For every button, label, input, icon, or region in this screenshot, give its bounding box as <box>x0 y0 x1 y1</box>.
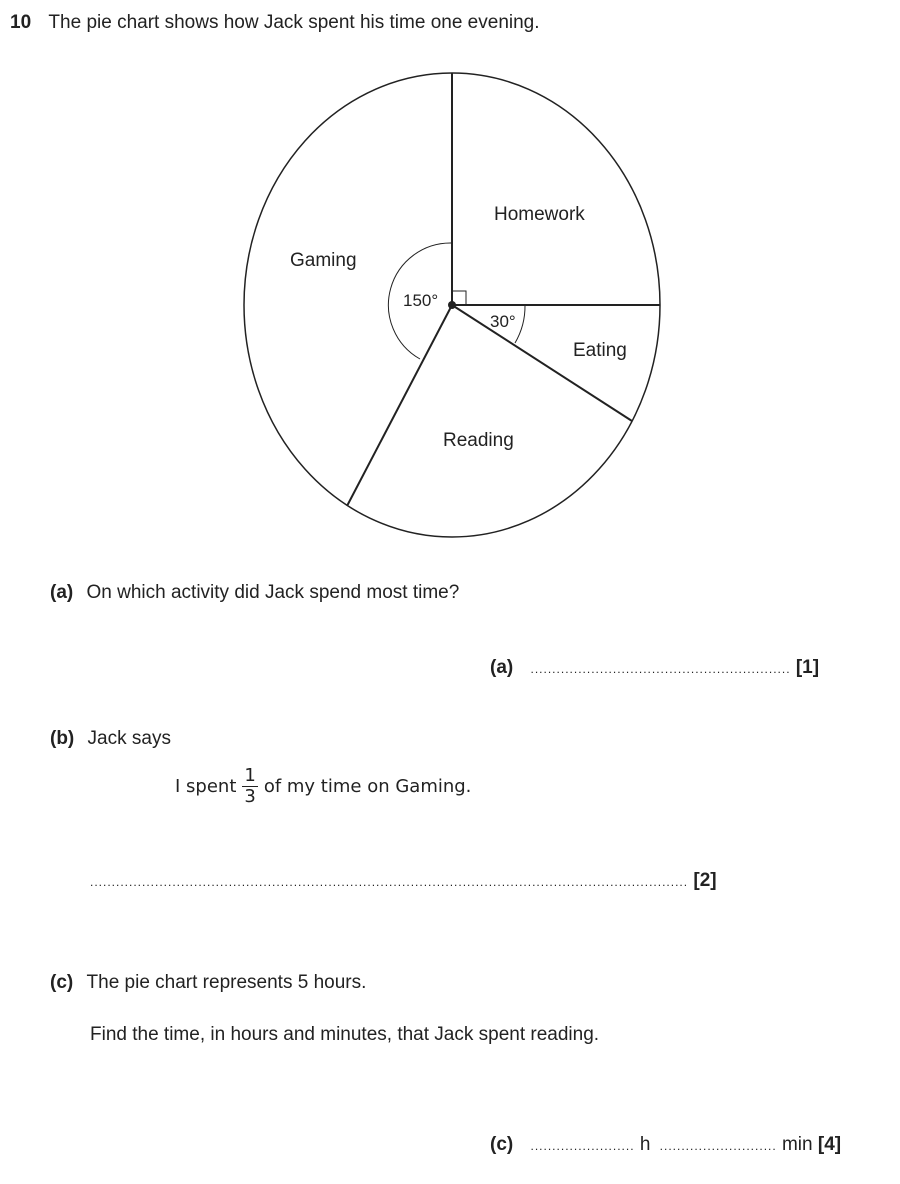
part-c-question <box>50 972 366 994</box>
pie-chart <box>0 0 900 560</box>
part-a-answer-line[interactable] <box>490 657 819 679</box>
question-intro: The pie chart shows how Jack spent his time one evening. <box>48 12 540 33</box>
label-angle-30: 30° <box>490 312 516 331</box>
part-a-label: (a) <box>50 582 74 603</box>
hours-dots[interactable]: ........................ <box>530 1139 635 1153</box>
part-b-question <box>50 728 171 750</box>
marks: [1] <box>795 657 820 678</box>
answer-dots[interactable]: .......................................................................................................................................... <box>90 875 689 889</box>
marks: [2] <box>693 870 717 891</box>
part-b-label: (b) <box>50 728 75 749</box>
label-reading: Reading <box>443 430 514 451</box>
answer-label: (c) <box>490 1134 514 1155</box>
label-gaming: Gaming <box>290 250 357 271</box>
quote-post: of my time on Gaming. <box>263 776 472 797</box>
question-number: 10 <box>10 12 32 33</box>
part-c-text2: Find the time, in hours and minutes, that Jack spent reading. <box>90 1024 600 1045</box>
fraction <box>242 766 257 807</box>
minutes-unit: min <box>781 1134 813 1155</box>
numerator: 1 <box>244 765 256 786</box>
quote-pre: I spent <box>175 776 237 797</box>
minutes-dots[interactable]: ........................... <box>659 1139 777 1153</box>
hours-unit: h <box>639 1134 651 1155</box>
label-eating: Eating <box>573 340 627 361</box>
answer-label: (a) <box>490 657 514 678</box>
answer-dots[interactable]: ............................................................ <box>530 662 791 676</box>
part-c-label: (c) <box>50 972 74 993</box>
jack-quote <box>175 766 471 807</box>
part-a-text: On which activity did Jack spend most time? <box>86 582 460 603</box>
part-a-question <box>50 582 459 604</box>
label-homework: Homework <box>494 204 585 225</box>
part-c-text1: The pie chart represents 5 hours. <box>86 972 367 993</box>
part-b-answer-line[interactable] <box>90 870 717 892</box>
part-b-text: Jack says <box>87 728 171 749</box>
label-angle-150: 150° <box>403 291 439 310</box>
marks: [4] <box>817 1134 842 1155</box>
denominator: 3 <box>244 786 256 807</box>
part-c-answer-line[interactable] <box>490 1134 841 1156</box>
